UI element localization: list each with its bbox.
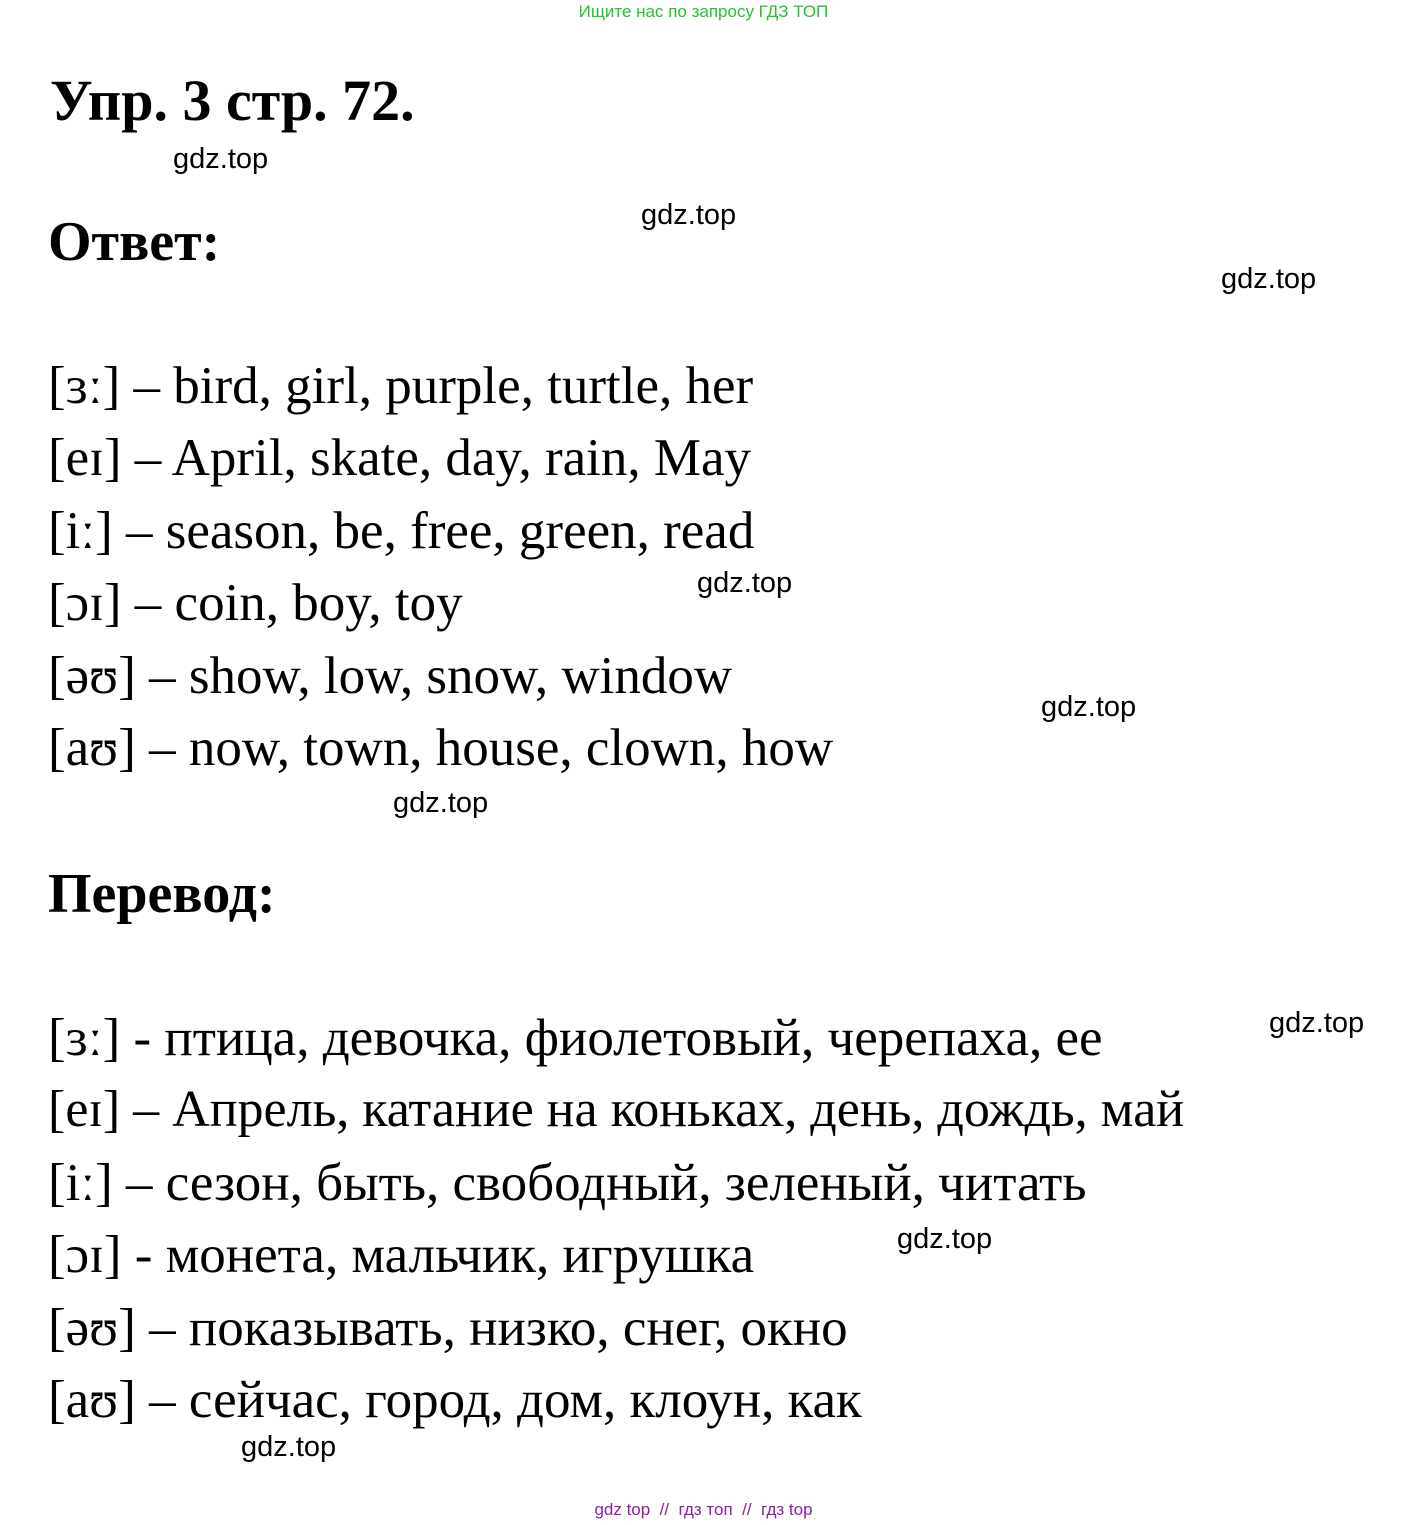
bottom-banner[interactable]: gdz top // гдз топ // гдз top	[594, 1500, 813, 1519]
translation-line: [eɪ] – Апрель, катание на коньках, день, дождь, май	[48, 1081, 1185, 1139]
answer-line: [əʊ] – show, low, snow, window	[48, 646, 733, 705]
watermark: gdz.top	[1041, 691, 1137, 723]
answer-line: [aʊ] – now, town, house, clown, how	[48, 718, 834, 777]
watermark: gdz.top	[641, 199, 737, 231]
translation-line: [iː] – сезон, быть, свободный, зеленый, читать	[48, 1153, 1087, 1212]
page-title: Упр. 3 стр. 72.	[50, 68, 415, 133]
watermark: gdz.top	[1221, 263, 1317, 295]
translation-line: [aʊ] – сейчас, город, дом, клоун, как	[48, 1370, 862, 1429]
translation-line: [əʊ] – показывать, низко, снег, окно	[48, 1298, 848, 1357]
translation-line: [ɔɪ] - монета, мальчик, игрушка	[48, 1226, 755, 1285]
answer-line: [eɪ] – April, skate, day, rain, May	[48, 429, 752, 488]
watermark: gdz.top	[697, 567, 793, 599]
watermark: gdz.top	[1269, 1007, 1365, 1039]
top-banner[interactable]: Ищите нас по запросу ГДЗ ТОП	[578, 2, 829, 21]
watermark: gdz.top	[897, 1223, 993, 1255]
translation-line: [ɜː] - птица, девочка, фиолетовый, черепаха, ее	[48, 1009, 1103, 1067]
watermark: gdz.top	[173, 143, 269, 175]
answer-line: [ɔɪ] – coin, boy, toy	[48, 574, 463, 633]
translation-heading: Перевод:	[48, 863, 276, 925]
answer-line: [ɜː] – bird, girl, purple, turtle, her	[48, 357, 754, 415]
watermark: gdz.top	[393, 787, 489, 819]
answer-heading: Ответ:	[48, 211, 221, 273]
answer-line: [iː] – season, be, free, green, read	[48, 501, 755, 560]
watermark: gdz.top	[241, 1431, 337, 1463]
translation-list	[48, 1002, 1184, 1436]
